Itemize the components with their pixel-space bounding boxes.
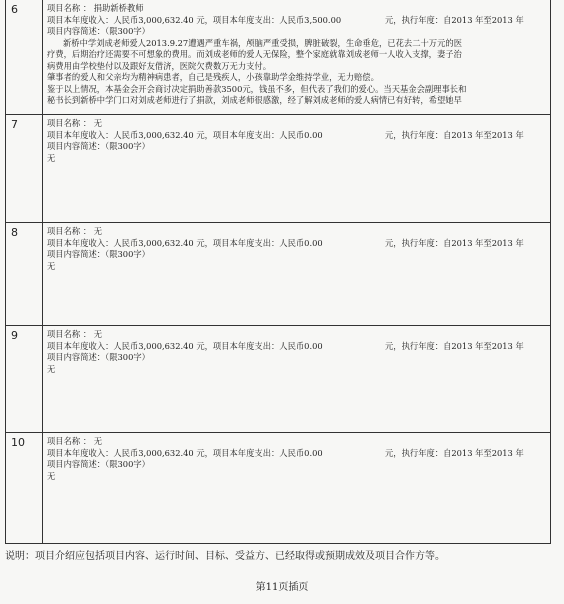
table-row [6,326,550,433]
table-row [6,115,550,223]
project-summary-label: 项目内容简述：（限300字） [47,249,150,259]
project-name: 项目名称 ： 捐助新桥教师 [47,3,144,13]
project-name: 项目名称 ： 无 [47,118,103,128]
row-number: 8 [6,223,43,325]
row-content [43,433,550,482]
project-name: 项目名称 ： 无 [47,436,103,446]
project-description: 无 [47,363,56,374]
project-description: 无 [47,152,56,163]
project-description: 秘书长到新桥中学门口对刘成老师进行了捐款，刘成老师很感激，经了解刘成老师的爱人病情已有好转，希望她早 [47,95,462,105]
execution-year: 元，执行年度：自2013 年至2013 年 [385,14,524,25]
row-content [43,0,550,107]
row-content [43,115,550,164]
project-summary-label: 项目内容简述：（限300字） [47,141,150,151]
execution-year: 元，执行年度：自2013 年至2013 年 [385,129,524,140]
row-content [43,223,550,272]
execution-year: 元，执行年度：自2013 年至2013 年 [385,237,524,248]
row-number: 10 [6,433,43,544]
row-number: 6 [6,0,43,114]
project-description: 肇事者的爱人和父亲均为精神病患者，自己是残疾人，小孩靠助学金维持学业，无力赔偿。 [47,72,379,82]
project-income: 项目本年度收入：人民币3,000,632.40 元，项目本年度支出：人民币3,500.00 [47,14,342,25]
project-income: 项目本年度收入：人民币3,000,632.40 元，项目本年度支出：人民币0.00 [47,237,323,248]
table-row [6,0,550,115]
footnote: 说明：项目介绍应包括项目内容、运行时间、目标、受益方、已经取得或预期成效及项目合作方等。 [5,551,445,562]
project-description: 鉴于以上情况，本基金会开会商讨决定捐助善款3500元，钱虽不多，但代表了我们的爱心。当天基金会副理事长和 [47,83,467,94]
page-number: 第11页插页 [255,582,309,593]
project-name: 项目名称 ： 无 [47,226,103,236]
project-description: 无 [47,260,56,271]
project-description: 无 [47,470,56,481]
project-description: 新桥中学刘成老师爱人2013.9.27遭遇严重车祸，颅脑严重受损，脾脏破裂，生命垂危，已花去二十万元的医 [63,37,462,48]
project-summary-label: 项目内容简述：（限300字） [47,352,150,362]
execution-year: 元，执行年度：自2013 年至2013 年 [385,340,524,351]
project-table [5,0,551,544]
project-summary-label: 项目内容简述：（限300字） [47,26,150,36]
table-row [6,223,550,326]
project-income: 项目本年度收入：人民币3,000,632.40 元，项目本年度支出：人民币0.00 [47,447,323,458]
row-content [43,326,550,375]
row-number: 7 [6,115,43,222]
project-description: 疗费，后期治疗还需要不可想象的费用。而刘成老师的爱人无保险，整个家庭就靠刘成老师一人收入支撑，妻子治 [47,49,462,59]
row-number: 9 [6,326,43,432]
project-name: 项目名称 ： 无 [47,329,103,339]
project-description: 病费用由学校垫付以及跟好友借济，医院欠费数万无力支付。 [47,60,272,71]
project-income: 项目本年度收入：人民币3,000,632.40 元，项目本年度支出：人民币0.00 [47,340,323,351]
table-row [6,433,550,544]
project-income: 项目本年度收入：人民币3,000,632.40 元，项目本年度支出：人民币0.00 [47,129,323,140]
project-summary-label: 项目内容简述：（限300字） [47,459,150,469]
execution-year: 元，执行年度：自2013 年至2013 年 [385,447,524,458]
